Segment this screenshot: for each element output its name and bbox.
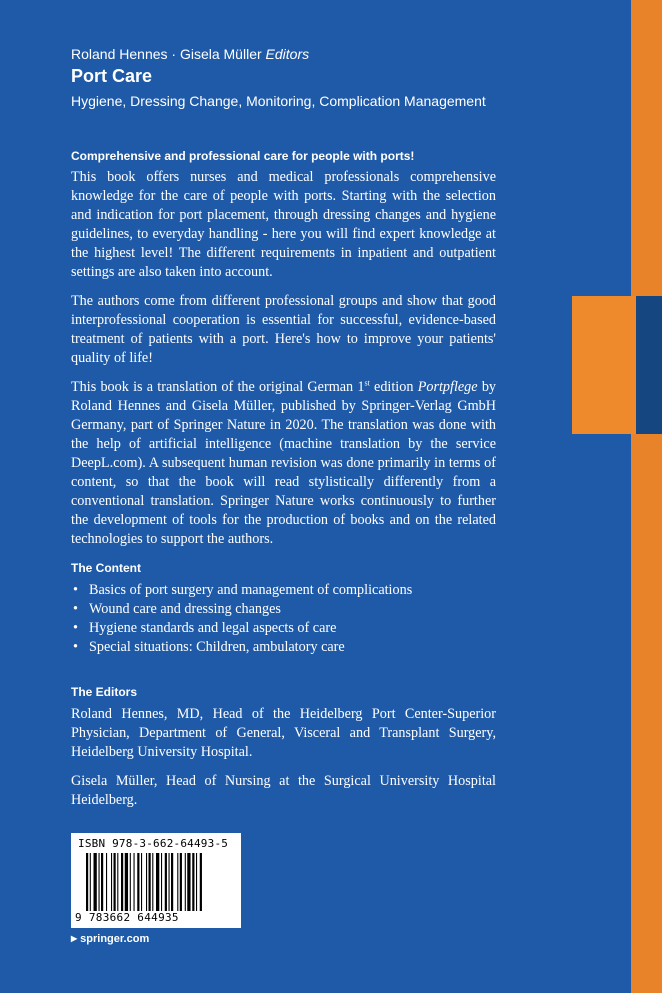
barcode-bars [86, 853, 231, 911]
content-heading: The Content [71, 561, 141, 575]
isbn-label: ISBN 978-3-662-64493-5 [78, 837, 229, 850]
content-list-item: • Special situations: Children, ambulatory care [71, 638, 496, 657]
intro-paragraph-1: This book offers nurses and medical professionals comprehensive knowledge for the care of people with ports. Starting with the selection and indication for port placement, through dressing changes and hygiene guidelines, to everyday handling - here you will find expert knowledge at the highest level! The different requirements in inpatient and outpatient settings are also taken into account. [71, 169, 496, 280]
content-list-item: • Wound care and dressing changes [71, 600, 496, 619]
barcode-digits: 9 783662 644935 [75, 911, 179, 924]
book-subtitle: Hygiene, Dressing Change, Monitoring, Complication Management [71, 93, 486, 109]
editors-names: Roland Hennes · Gisela Müller [71, 46, 262, 62]
lead-sentence: Comprehensive and professional care for people with ports! [71, 149, 415, 163]
content-list [71, 581, 496, 657]
back-cover-text [71, 147, 496, 820]
original-title: Portpflege [417, 379, 478, 395]
spine-color-strip [631, 0, 662, 993]
translation-note: This book is a translation of the original German 1st edition Portpflege by Roland Hennes and Gisela Müller, published by Springer-Verlag GmbH Germany, part of Springer Nature in 2020. The translation was done with the help of artificial intelligence (machine translation by the service DeepL.com). A subsequent human revision was done primarily in terms of content, so that the book will read stylistically differently from a conventional translation. Springer Nature works continuously to further the development of tools for the production of books and on the related technologies to support the authors. [71, 378, 497, 547]
arrow-icon: ▶ [71, 934, 78, 943]
editor-bio-mueller: Gisela Müller, Head of Nursing at the Surgical University Hospital Heidelberg. [71, 773, 496, 808]
editors-line [71, 46, 309, 62]
intro-paragraph-2: The authors come from different professional groups and show that good interprofessional cooperation is essential for successful, evidence-based treatment of patients with a port. Here's how to improve your patients' quality of life! [71, 293, 496, 366]
editors-heading: The Editors [71, 685, 138, 699]
orange-accent-block [572, 296, 636, 434]
content-list-item: • Hygiene standards and legal aspects of care [71, 619, 496, 638]
publisher-link[interactable] [71, 933, 149, 945]
content-list-item: • Basics of port surgery and management of complications [71, 581, 496, 600]
book-title: Port Care [71, 66, 153, 86]
publisher-url: springer.com [80, 933, 150, 945]
navy-accent-block [636, 296, 662, 434]
isbn-barcode [71, 833, 241, 928]
editors-role: Editors [265, 46, 310, 62]
editor-bio-hennes: Roland Hennes, MD, Head of the Heidelberg Port Center-Superior Physician, Department of General, Visceral and Transplant Surgery, Heidelberg University Hospital. [71, 706, 496, 760]
